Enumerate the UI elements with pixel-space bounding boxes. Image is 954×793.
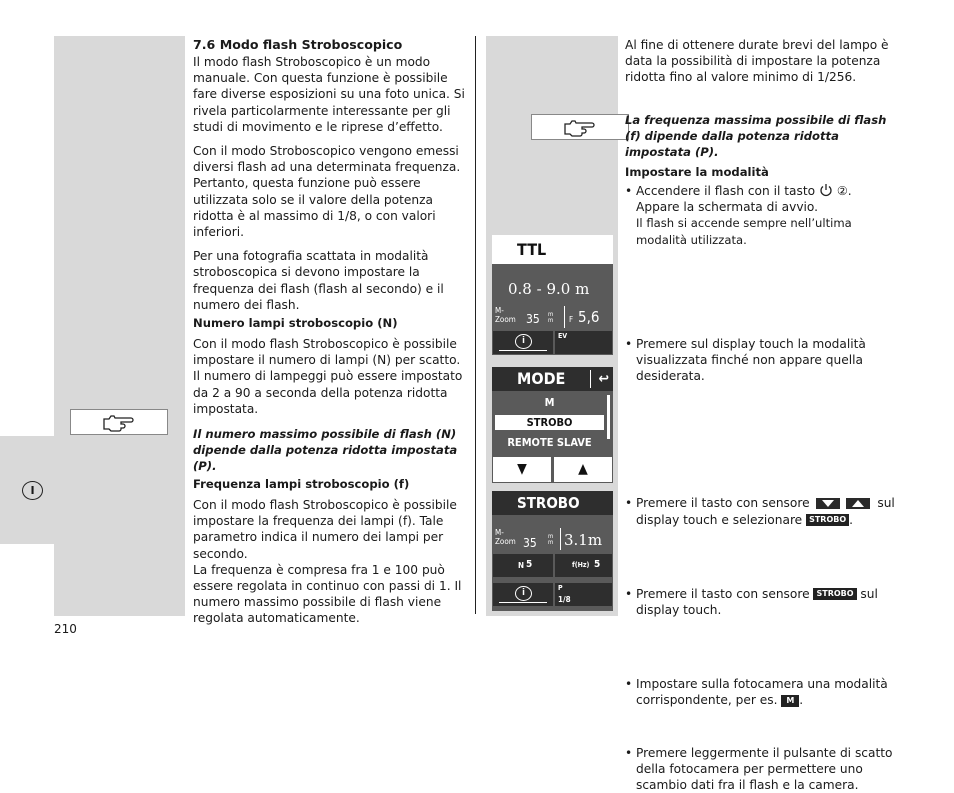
strobo-divider xyxy=(560,528,561,550)
p-label: P xyxy=(558,584,563,592)
ttl-info-button[interactable] xyxy=(493,331,553,354)
ttl-zoom-value: 35 xyxy=(526,312,540,326)
bullet-camera-text: Impostare sulla fotocamera una modalità corrispondente, per es. xyxy=(636,677,888,708)
note-max-frequency: La frequenza massima possibile di flash (f) dipende dalla potenza ridotta impostata (P). xyxy=(625,113,887,159)
back-icon[interactable]: ↩ xyxy=(598,371,609,387)
n-value: 5 xyxy=(526,559,533,570)
strobo-n-button[interactable] xyxy=(493,554,553,577)
bullet-last-mode-text: Il flash si accende sempre nell’ultima modalità utilizzata. xyxy=(636,216,852,247)
ttl-title[interactable]: TTL xyxy=(492,235,613,264)
triangle-down-icon xyxy=(822,500,834,507)
strobo-p-button[interactable] xyxy=(555,583,612,606)
bullet-touch-mode: • Premere sul display touch la modalità visualizzata finché non appare quella desiderata. xyxy=(625,336,904,385)
strobo-title[interactable]: STROBO xyxy=(492,491,613,515)
margin-strip-lower xyxy=(54,544,185,616)
paragraph-flash-number: Con il modo flash Stroboscopico è possibile impostare il numero di lampi (N) per scatto. Il numero di lampeggi può essere impostato da 2 a 90 a seconda della potenza ridotta impostata. xyxy=(193,337,463,416)
mode-down-button[interactable]: ▼ xyxy=(492,456,552,483)
right-paragraph-power: Al fine di ottenere durate brevi del lampo è data la possibilità di impostare la potenza ridotta fino al valore minimo di 1/256. xyxy=(625,38,889,85)
info-underline xyxy=(499,602,547,603)
paragraph-strobe-desc: Con il modo Stroboscopico vengono emessi diversi flash ad una determinata frequenza. Pertanto, questa funzione può essere utilizzata solo se il valore della potenza ridotta è al massimo di 1/8, o con valori inferiori. xyxy=(193,144,461,240)
mode-title[interactable] xyxy=(492,367,613,391)
f-value: 5 xyxy=(594,559,601,570)
n-label: N xyxy=(518,561,525,570)
circled-two: ②. xyxy=(836,184,852,198)
bullet-power-on-text: Accendere il flash con il tasto xyxy=(636,184,816,198)
strobo-f-button[interactable] xyxy=(555,554,612,577)
strobo-screen xyxy=(492,491,613,611)
left-text-column xyxy=(193,37,465,635)
heading-flash-number: Numero lampi stroboscopio (N) xyxy=(193,316,398,331)
heading-frequency: Frequenza lampi stroboscopio (f) xyxy=(193,477,410,492)
strobo-zoom-label: M- Zoom xyxy=(495,528,516,546)
period: . xyxy=(849,512,854,527)
mode-item-strobo[interactable]: STROBO xyxy=(495,415,604,430)
sensor-down-key xyxy=(816,498,840,509)
bullet-power-on xyxy=(625,183,906,248)
paragraph-frequency-range: La frequenza è compresa fra 1 e 100 può essere regolata in continuo con passi di 1. Il numero massimo possibile di flash viene regolata automaticamente. xyxy=(193,562,462,626)
ttl-range: 0.8 - 9.0 m xyxy=(508,280,590,298)
mode-title-text: MODE xyxy=(517,369,566,388)
ttl-f-label: F xyxy=(569,315,574,324)
section-title: 7.6 Modo flash Stroboscopico xyxy=(193,37,403,52)
power-icon xyxy=(819,183,833,197)
strobo-badge: STROBO xyxy=(813,588,856,600)
ttl-screen xyxy=(492,235,613,355)
mode-scrollbar[interactable] xyxy=(607,395,610,439)
strobo-info-button[interactable] xyxy=(493,583,553,606)
triangle-up-icon xyxy=(852,500,864,507)
column-divider xyxy=(475,36,476,614)
mode-screen xyxy=(492,367,613,483)
bullet-select-text-b: sul display touch e selezionare xyxy=(636,496,895,527)
bullet-camera-mode xyxy=(625,676,906,708)
pointing-hand-icon xyxy=(101,412,137,432)
heading-set-mode: Impostare la modalità xyxy=(625,165,769,179)
mode-up-button[interactable]: ▲ xyxy=(553,456,613,483)
bullet-press-strobo xyxy=(625,586,906,618)
mode-title-divider xyxy=(590,370,591,388)
language-tab-label: I xyxy=(30,484,35,497)
info-icon: i xyxy=(515,586,532,601)
bullet-press-text-a: Premere il tasto con sensore xyxy=(636,586,810,601)
strobo-badge: STROBO xyxy=(806,514,849,526)
mode-item-m[interactable]: M xyxy=(544,396,555,409)
bullet-select-strobo xyxy=(625,495,906,527)
info-underline xyxy=(499,350,547,351)
page-number: 210 xyxy=(54,622,77,636)
sensor-up-key xyxy=(846,498,870,509)
f-label: f(Hz) xyxy=(572,561,590,569)
note-hand-box-left xyxy=(70,409,168,435)
note-hand-box-right xyxy=(531,114,629,140)
ev-label: EV xyxy=(558,332,568,340)
period: . xyxy=(799,693,804,708)
paragraph-settings: Per una fotografia scattata in modalità stroboscopica si devono impostare la frequenza dei flash (flash al secondo) e il numero dei flash. xyxy=(193,249,444,312)
strobo-zoom-value: 35 xyxy=(523,536,537,550)
language-tab-circle xyxy=(22,481,43,500)
bullet-press-text-b: sul display touch. xyxy=(636,586,878,618)
bullet-startup-text: Appare la schermata di avvio. xyxy=(636,200,819,215)
strobo-distance: 3.1m xyxy=(564,531,603,549)
ttl-f-value: 5,6 xyxy=(578,308,600,326)
p-value: 1/8 xyxy=(558,595,571,604)
bullet-shutter: • Premere leggermente il pulsante di scatto della fotocamera per permettere uno scambio dati fra il flash e la camera. xyxy=(625,745,904,793)
paragraph-frequency: Con il modo flash Stroboscopico è possibile impostare la frequenza dei lampi (f). Tale parametro indica il numero dei lampi per secondo. xyxy=(193,498,457,561)
info-icon: i xyxy=(515,334,532,349)
bullet-select-text-a: Premere il tasto con sensore xyxy=(636,496,810,511)
mode-item-remote-slave[interactable]: REMOTE SLAVE xyxy=(507,436,592,449)
note-max-flashes: Il numero massimo possibile di flash (N) dipende dalla potenza ridotta impostata (P). xyxy=(193,427,458,474)
ttl-divider xyxy=(564,306,565,328)
pointing-hand-icon xyxy=(562,117,598,137)
m-badge: M xyxy=(781,695,799,707)
ttl-zoom-label: M- Zoom xyxy=(495,306,516,324)
strobo-unit: m m xyxy=(548,533,554,546)
ttl-ev-button[interactable] xyxy=(555,331,612,354)
paragraph-intro: Il modo flash Stroboscopico è un modo manuale. Con questa funzione è possibile fare diverse esposizioni su una foto unica. Si rivela particolarmente interessante per gli studi di movimento e le riprese d’effetto. xyxy=(193,55,465,134)
ttl-unit: m m xyxy=(548,311,554,324)
